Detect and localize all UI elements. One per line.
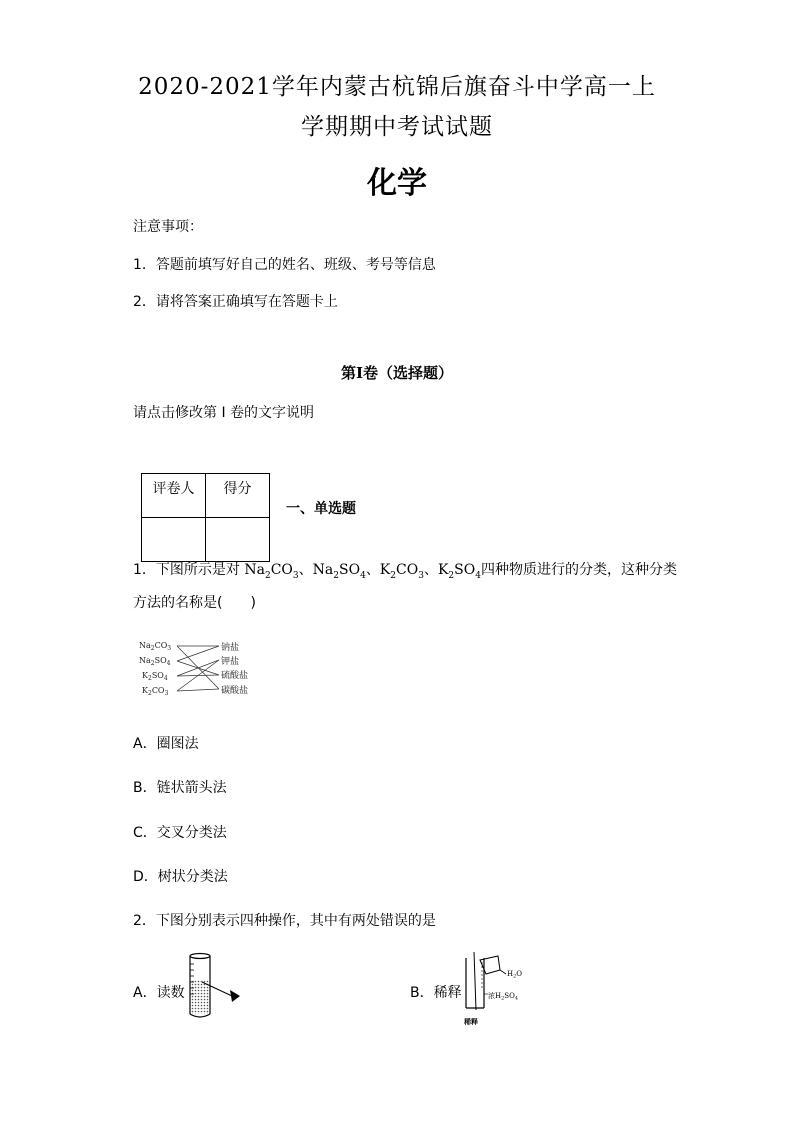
formula-list: $Na_2CO_3$、$Na_2SO_4$、$K_2CO_3$、$K_2SO_4$ [244, 562, 481, 581]
option-b[interactable]: B．链状箭头法 [133, 780, 227, 796]
diagram-left-label: $K_2CO_3$ [142, 686, 169, 697]
question-1-stem [133, 560, 677, 586]
diagram-right-label: 碳酸盐 [221, 686, 249, 696]
svg-text:浓H2SO4: 浓$H_2SO_4$ [488, 992, 519, 1002]
grader-table [141, 473, 270, 562]
diagram-left-label: $Na_2SO_4$ [139, 656, 171, 667]
question-1-stem-line2: 方法的名称是( ) [133, 595, 256, 611]
dilution-caption: 稀释 [464, 1017, 478, 1026]
question-2-option-b[interactable]: B．稀释 [410, 985, 462, 1001]
graduated-cylinder-figure [182, 950, 244, 1024]
diagram-left-label: $K_2SO_4$ [142, 671, 168, 682]
svg-text:H2O: $H_2O$ [507, 970, 523, 980]
score-cell [206, 518, 270, 562]
option-a[interactable]: A．圈图法 [133, 736, 199, 752]
option-c[interactable]: C．交叉分类法 [133, 825, 227, 841]
dilution-figure [452, 948, 532, 1030]
diagram-right-label: 钠盐 [221, 643, 240, 653]
exam-title-line1: 2020-2021学年内蒙古杭锦后旗奋斗中学高一上 [138, 74, 656, 100]
section-description[interactable]: 请点击修改第 I 卷的文字说明 [133, 405, 315, 421]
question-1-suffix: 四种物质进行的分类，这种分类 [480, 562, 677, 578]
diagram-right-label: 硫酸盐 [221, 671, 249, 681]
question-1-prefix: 1．下图所示是对 [133, 562, 240, 578]
diagram-right-label: 钾盐 [221, 657, 240, 667]
classification-diagram [135, 636, 265, 702]
grader-cell [142, 518, 206, 562]
question-2-option-a[interactable]: A．读数 [133, 985, 185, 1001]
grader-header: 评卷人 [142, 474, 206, 518]
question-2-stem: 2．下图分别表示四种操作，其中有两处错误的是 [133, 913, 436, 929]
notes-item: 1．答题前填写好自己的姓名、班级、考号等信息 [133, 257, 436, 273]
subject-title: 化学 [367, 166, 427, 201]
exam-title-line2: 学期期中考试试题 [301, 114, 493, 140]
notes-item: 2．请将答案正确填写在答题卡上 [133, 294, 338, 310]
part-heading: 一、单选题 [286, 501, 356, 517]
notes-heading: 注意事项： [133, 219, 203, 235]
diagram-left-label: $Na_2CO_3$ [139, 641, 172, 652]
option-d[interactable]: D．树状分类法 [133, 869, 228, 885]
section-title: 第I卷（选择题） [340, 364, 454, 382]
score-header: 得分 [206, 474, 270, 518]
